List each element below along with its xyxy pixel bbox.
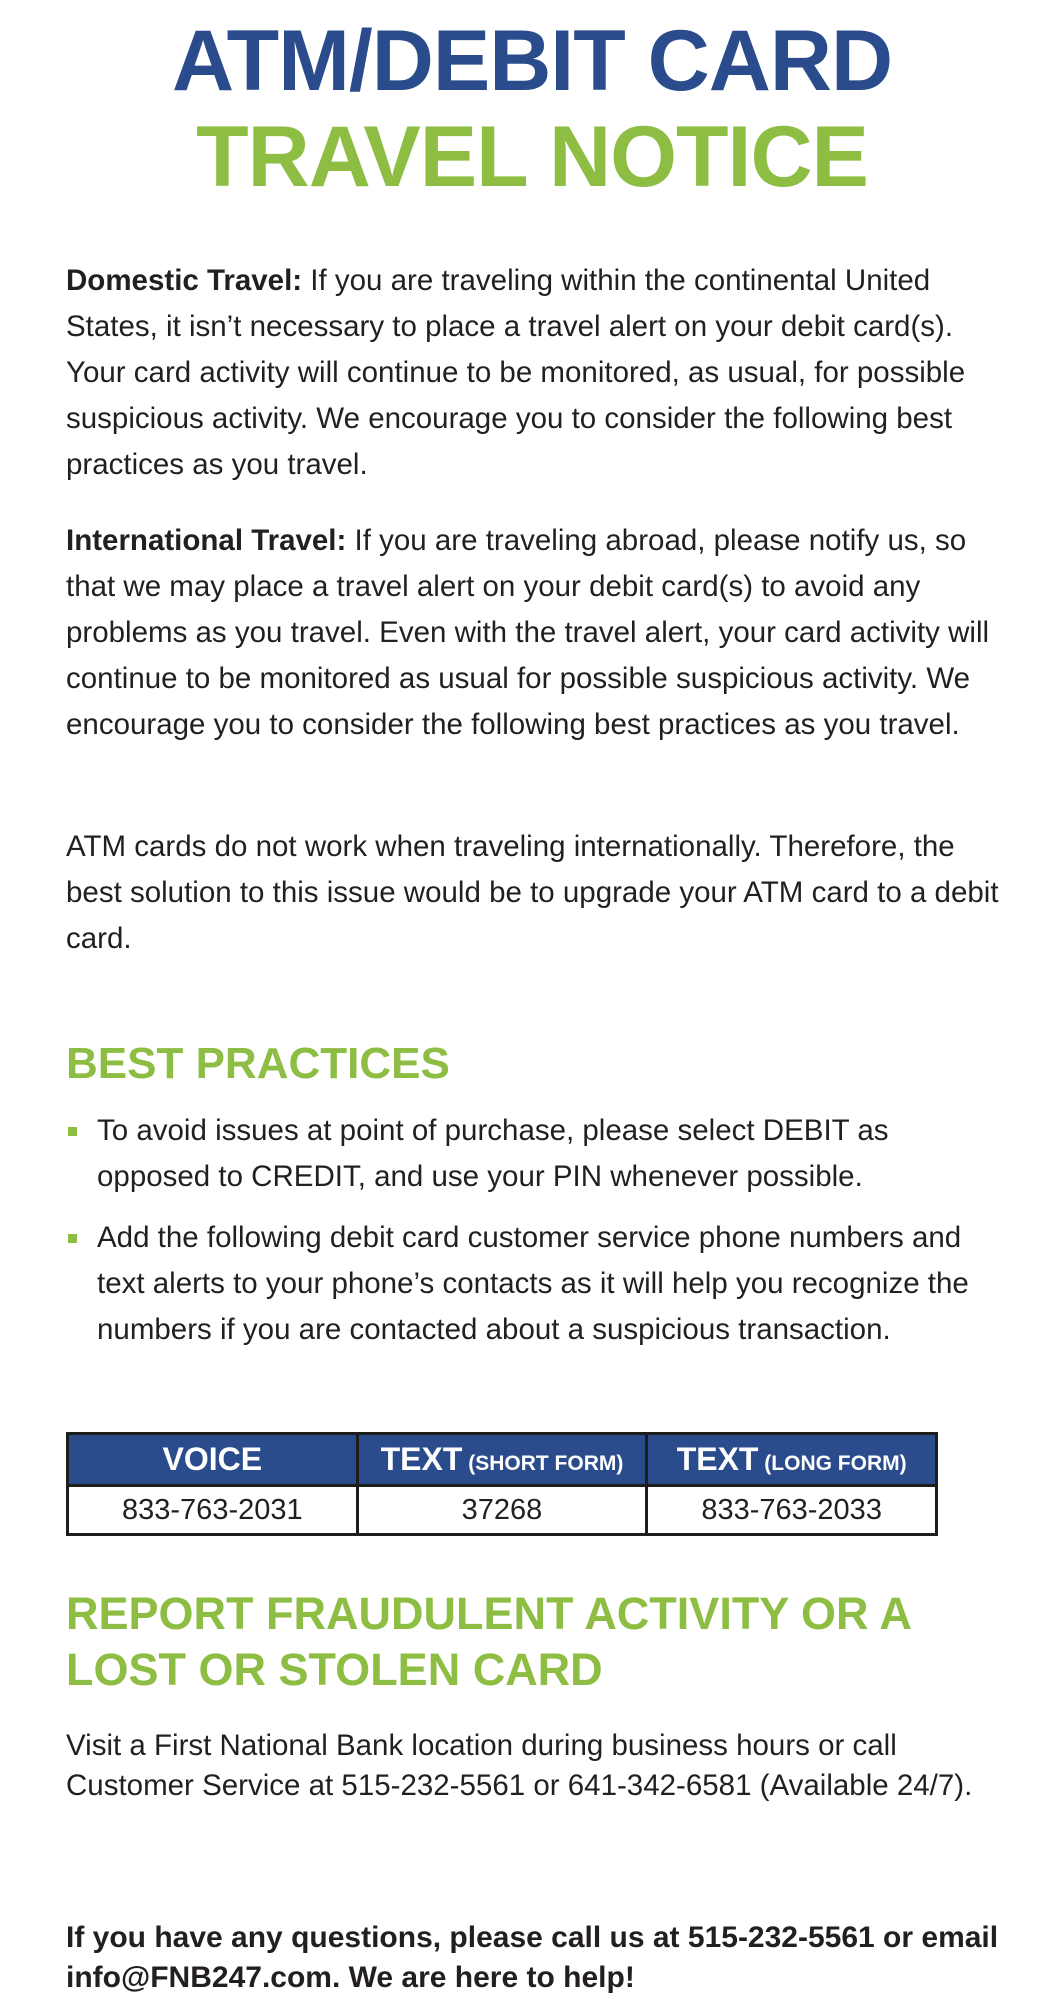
domestic-travel-paragraph — [66, 258, 1006, 488]
phone-numbers-table — [66, 1432, 938, 1536]
international-travel-paragraph — [66, 518, 1006, 748]
report-fraud-heading: REPORT FRAUDULENT ACTIVITY OR A LOST OR STOLEN CARD — [66, 1588, 911, 1695]
square-bullet-icon — [68, 1127, 77, 1136]
table-header-row — [68, 1434, 937, 1486]
header-main-text: TEXT — [380, 1441, 463, 1477]
list-item — [66, 1215, 986, 1353]
table-header-voice — [68, 1434, 358, 1486]
report-fraud-text: Visit a First National Bank location during business hours or call Customer Service at 515-232-5561 or 641-342-6581 (Available 24/7). — [66, 1729, 973, 1802]
list-item — [66, 1108, 986, 1200]
international-travel-text: If you are traveling abroad, please notify us, so that we may place a travel alert on your debit card(s) to avoid any problems as you travel. Even with the travel alert, your card activity will continue to be monitored as usual for possible suspicious activity. We encourage you to consider the following best practices as you travel. — [66, 524, 990, 741]
title-line-1: ATM/DEBIT CARD — [171, 13, 893, 109]
voice-number-cell: 833-763-2031 — [68, 1486, 358, 1535]
table-header-text-long — [647, 1434, 937, 1486]
table-header-text-short — [357, 1434, 647, 1486]
international-travel-label: International Travel: — [66, 524, 347, 557]
list-item-text: Add the following debit card customer service phone numbers and text alerts to your phone’s contacts as it will help you recognize the numbers if you are contacted about a suspicious transaction. — [97, 1221, 969, 1346]
closing-contact-text: If you have any questions, please call us at 515-232-5561 or email info@FNB247.com. We are here to help! — [66, 1921, 999, 1994]
header-note-text: (SHORT FORM) — [462, 1452, 624, 1475]
domestic-travel-text: If you are traveling within the continental United States, it isn’t necessary to place a travel alert on your debit card(s). Your card activity will continue to be monitored, as usual, for possible suspicious activity. We encourage you to consider the following best practices as you travel. — [66, 264, 966, 481]
text-short-number-cell: 37268 — [357, 1486, 647, 1535]
table-row — [68, 1486, 937, 1535]
text-long-number-cell: 833-763-2033 — [647, 1486, 937, 1535]
best-practices-heading: BEST PRACTICES — [66, 1039, 450, 1088]
square-bullet-icon — [68, 1234, 77, 1243]
domestic-travel-label: Domestic Travel: — [66, 264, 303, 297]
best-practices-list — [66, 1108, 986, 1368]
header-main-text: VOICE — [162, 1441, 263, 1477]
list-item-text: To avoid issues at point of purchase, please select DEBIT as opposed to CREDIT, and use your PIN whenever possible. — [97, 1114, 889, 1193]
header-note-text: (LONG FORM) — [758, 1452, 907, 1475]
header-main-text: TEXT — [676, 1441, 759, 1477]
title-line-2: TRAVEL NOTICE — [196, 109, 868, 205]
atm-card-note: ATM cards do not work when traveling internationally. Therefore, the best solution to this issue would be to upgrade your ATM card to a debit card. — [66, 830, 999, 955]
